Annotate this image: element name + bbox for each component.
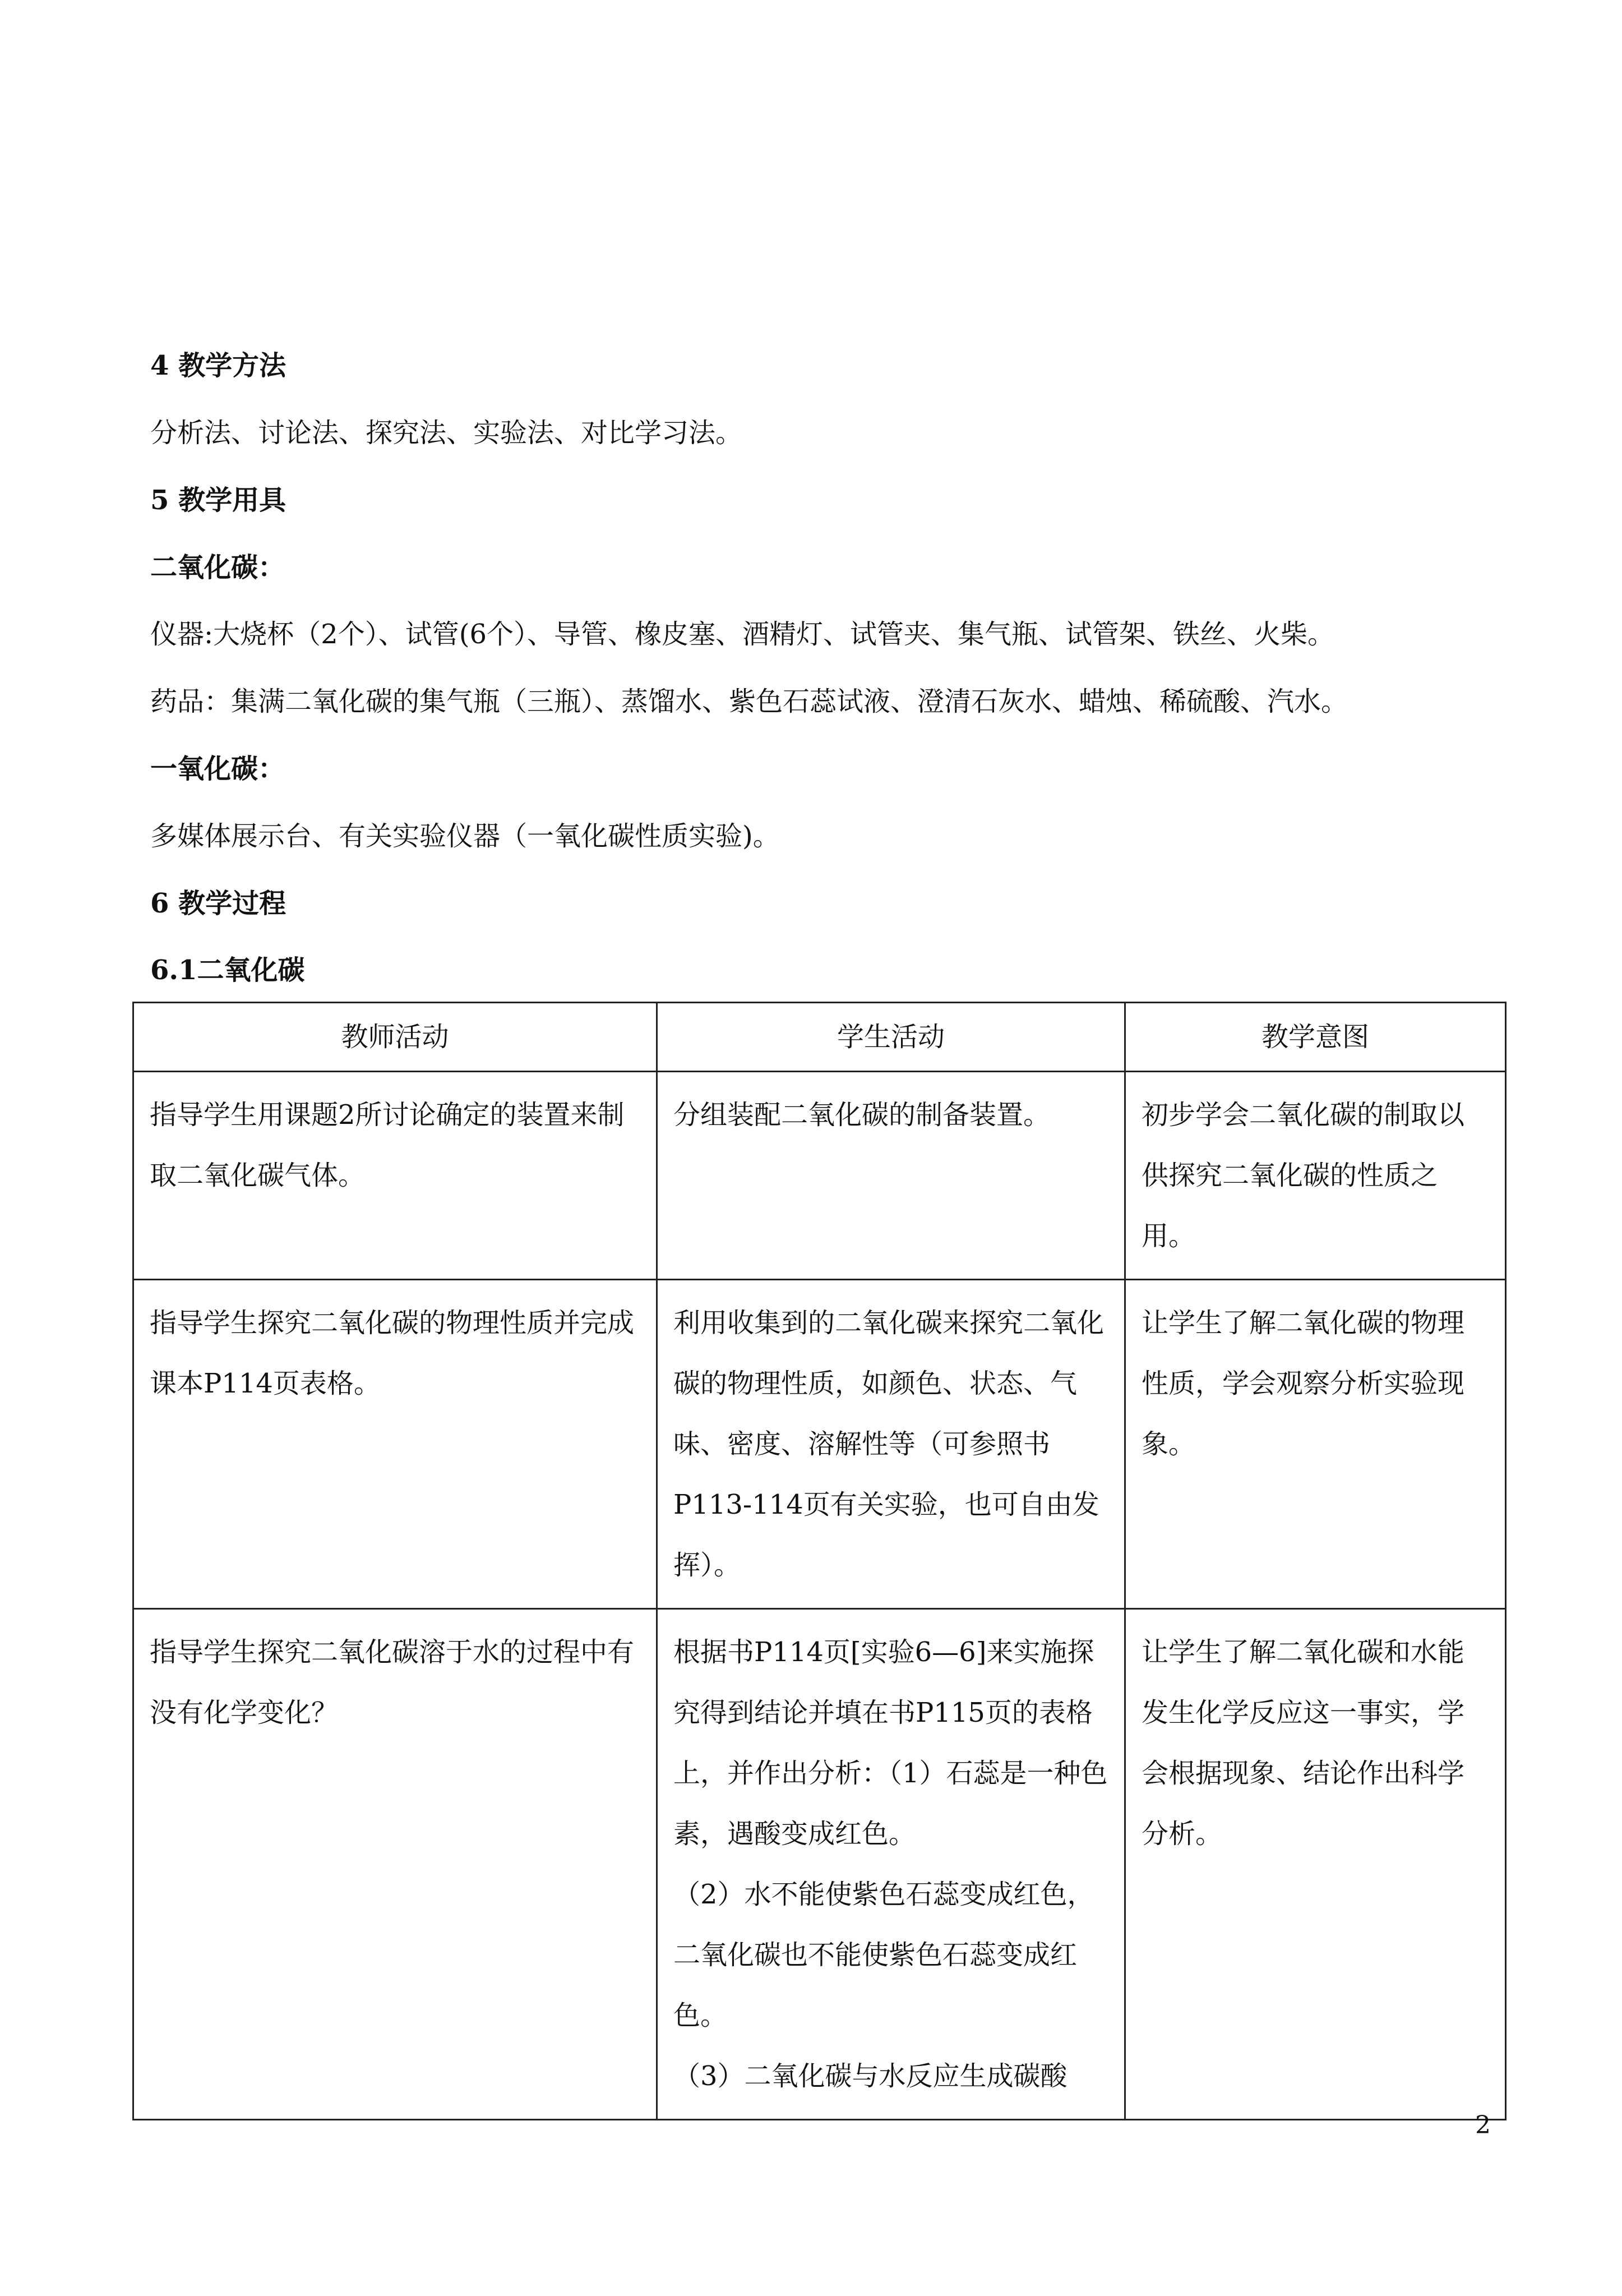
student-activity-paragraph: （2）水不能使紫色石蕊变成红色，二氧化碳也不能使紫色石蕊变成红色。 [673, 1879, 1094, 2031]
co2-heading: 二氧化碳： [150, 552, 285, 583]
section-6-1-heading: 6.1二氧化碳 [150, 955, 305, 986]
section-4-text: 分析法、讨论法、探究法、实验法、对比学习法。 [150, 417, 743, 449]
co-heading: 一氧化碳： [150, 753, 285, 785]
header-teacher-activity: 教师活动 [133, 1003, 657, 1072]
table-row [133, 1280, 1506, 1609]
section-4-heading: 4 教学方法 [150, 350, 286, 381]
chemicals-text: 药品：集满二氧化碳的集气瓶（三瓶）、蒸馏水、紫色石蕊试液、澄清石灰水、蜡烛、稀硫酸、汽水。 [150, 686, 1348, 717]
student-activity-paragraph: （3）二氧化碳与水反应生成碳酸 [673, 2060, 1068, 2092]
table-row [133, 1072, 1506, 1280]
section-5-heading: 5 教学用具 [150, 485, 286, 516]
teacher-activity-cell: 指导学生探究二氧化碳的物理性质并完成课本P114页表格。 [133, 1280, 657, 1609]
table-header-row [133, 1003, 1506, 1072]
section-6-heading: 6 教学过程 [150, 888, 286, 919]
student-activity-paragraph: 利用收集到的二氧化碳来探究二氧化碳的物理性质，如颜色、状态、气味、密度、溶解性等（可参照书P113-114页有关实验，也可自由发挥）。 [673, 1307, 1105, 1581]
teaching-intent-cell: 让学生了解二氧化碳和水能发生化学反应这一事实，学会根据现象、结论作出科学分析。 [1125, 1609, 1506, 2120]
teaching-intent-cell: 让学生了解二氧化碳的物理性质，学会观察分析实验现象。 [1125, 1280, 1506, 1609]
student-activity-cell [657, 1072, 1125, 1280]
student-activity-paragraph: 根据书P114页[实验6—6]来实施探究得到结论并填在书P115页的表格上，并作出分析：（1）石蕊是一种色素，遇酸变成红色。 [673, 1636, 1108, 1850]
instruments-text: 仪器:大烧杯（2个）、试管(6个）、导管、橡皮塞、酒精灯、试管夹、集气瓶、试管架、铁丝、火柴。 [150, 619, 1334, 650]
teacher-activity-cell: 指导学生探究二氧化碳溶于水的过程中有没有化学变化？ [133, 1609, 657, 2120]
lesson-table [132, 1002, 1507, 2120]
co-text: 多媒体展示台、有关实验仪器（一氧化碳性质实验)。 [150, 820, 780, 852]
student-activity-paragraph: 分组装配二氧化碳的制备装置。 [673, 1099, 1051, 1131]
table-row [133, 1609, 1506, 2120]
student-activity-cell [657, 1609, 1125, 2120]
header-student-activity: 学生活动 [657, 1003, 1125, 1072]
page-number: 2 [1475, 2111, 1491, 2140]
student-activity-cell [657, 1280, 1125, 1609]
header-teaching-intent: 教学意图 [1125, 1003, 1506, 1072]
teacher-activity-cell: 指导学生用课题2所讨论确定的装置来制取二氧化碳气体。 [133, 1072, 657, 1280]
teaching-intent-cell: 初步学会二氧化碳的制取以供探究二氧化碳的性质之用。 [1125, 1072, 1506, 1280]
